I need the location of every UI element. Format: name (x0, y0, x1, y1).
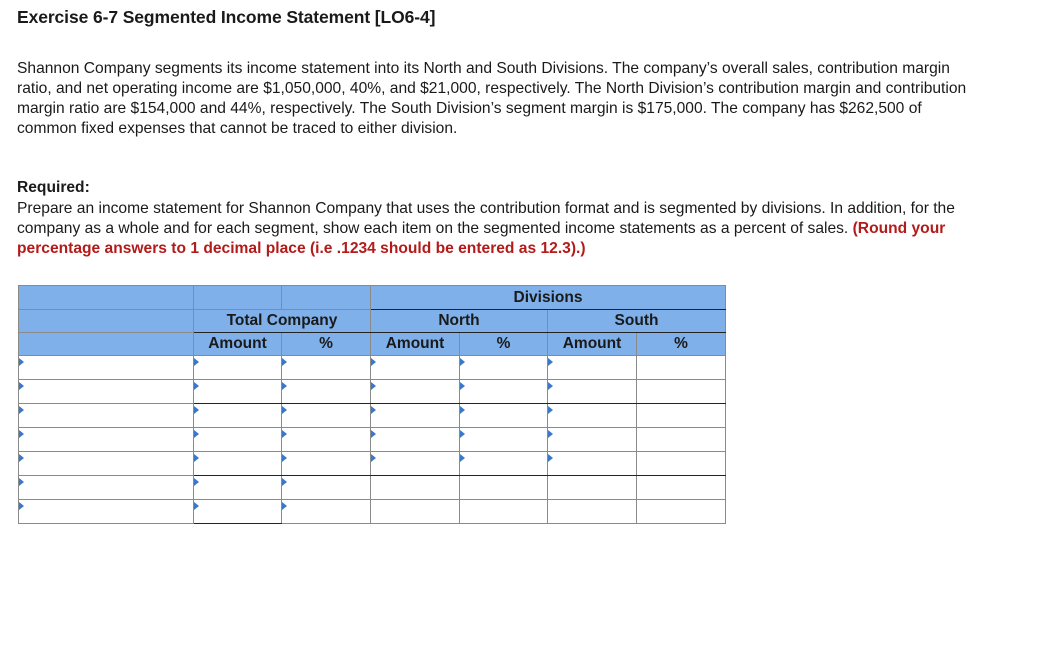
total-amount-input[interactable] (194, 476, 282, 500)
input-marker-icon (19, 454, 24, 462)
header-blank (282, 286, 371, 310)
total-amount-input[interactable] (194, 500, 282, 524)
south-amount-input[interactable] (548, 356, 637, 380)
south-percent-input[interactable] (637, 500, 726, 524)
input-marker-icon (371, 430, 376, 438)
input-marker-icon (282, 454, 287, 462)
total-percent-input[interactable] (282, 428, 371, 452)
table-row (19, 452, 726, 476)
north-percent-input[interactable] (460, 500, 548, 524)
input-marker-icon (282, 430, 287, 438)
table-row (19, 476, 726, 500)
exercise-title: Exercise 6-7 Segmented Income Statement [LO6-4] (17, 7, 436, 27)
row-label-input[interactable] (19, 380, 194, 404)
north-amount-input[interactable] (371, 428, 460, 452)
problem-statement: Shannon Company segments its income statement into its North and South Divisions. The company’s overall sales, contribution margin ratio, and net operating income are $1,050,000, 40%, and $21,000, respectively. The North Division’s contribution margin and contribution margin ratio are $154,000 and 44%, respectively. The South Division’s segment margin is $175,000. The company has $262,500 of common fixed expenses that cannot be traced to either division. (17, 60, 967, 137)
row-label-input[interactable] (19, 428, 194, 452)
north-percent-input[interactable] (460, 356, 548, 380)
south-percent-input[interactable] (637, 476, 726, 500)
header-row-segments (19, 310, 726, 333)
south-amount-input[interactable] (548, 404, 637, 428)
header-blank (194, 286, 282, 310)
north-amount-header: Amount (371, 333, 460, 356)
header-blank (19, 310, 194, 333)
south-percent-header: % (637, 333, 726, 356)
input-marker-icon (371, 358, 376, 366)
total-percent-input[interactable] (282, 356, 371, 380)
input-marker-icon (548, 430, 553, 438)
input-marker-icon (282, 478, 287, 486)
input-marker-icon (460, 358, 465, 366)
total-amount-input[interactable] (194, 380, 282, 404)
table-row (19, 500, 726, 524)
total-percent-input[interactable] (282, 500, 371, 524)
input-marker-icon (19, 382, 24, 390)
total-amount-input[interactable] (194, 404, 282, 428)
header-blank (19, 286, 194, 310)
total-percent-input[interactable] (282, 452, 371, 476)
rounding-hint: (Round your percentage answers to 1 decimal place (i.e .1234 should be entered as 12.3).) (17, 220, 946, 257)
south-percent-input[interactable] (637, 380, 726, 404)
total-amount-input[interactable] (194, 428, 282, 452)
total-amount-input[interactable] (194, 356, 282, 380)
input-marker-icon (194, 478, 199, 486)
input-marker-icon (282, 406, 287, 414)
input-marker-icon (282, 358, 287, 366)
header-row-divisions (19, 286, 726, 310)
total-amount-header: Amount (194, 333, 282, 356)
south-amount-input[interactable] (548, 500, 637, 524)
input-marker-icon (19, 478, 24, 486)
north-percent-input[interactable] (460, 380, 548, 404)
input-marker-icon (548, 454, 553, 462)
input-marker-icon (548, 382, 553, 390)
north-header: North (371, 310, 548, 333)
north-percent-input[interactable] (460, 404, 548, 428)
south-amount-input[interactable] (548, 428, 637, 452)
south-amount-input[interactable] (548, 452, 637, 476)
header-row-columns (19, 333, 726, 356)
row-label-input[interactable] (19, 356, 194, 380)
table-row (19, 404, 726, 428)
input-marker-icon (460, 454, 465, 462)
north-percent-input[interactable] (460, 476, 548, 500)
input-marker-icon (460, 430, 465, 438)
input-marker-icon (194, 358, 199, 366)
input-marker-icon (282, 382, 287, 390)
input-marker-icon (194, 406, 199, 414)
north-amount-input[interactable] (371, 452, 460, 476)
total-percent-input[interactable] (282, 404, 371, 428)
segmented-income-statement-table (18, 285, 726, 524)
input-marker-icon (548, 406, 553, 414)
total-percent-header: % (282, 333, 371, 356)
total-percent-input[interactable] (282, 476, 371, 500)
north-amount-input[interactable] (371, 404, 460, 428)
total-amount-input[interactable] (194, 452, 282, 476)
input-marker-icon (460, 382, 465, 390)
table-row (19, 428, 726, 452)
input-marker-icon (194, 502, 199, 510)
input-marker-icon (371, 454, 376, 462)
input-marker-icon (19, 430, 24, 438)
row-label-input[interactable] (19, 404, 194, 428)
divisions-header: Divisions (371, 286, 726, 310)
total-company-header: Total Company (194, 310, 371, 333)
total-percent-input[interactable] (282, 380, 371, 404)
input-marker-icon (548, 358, 553, 366)
required-label: Required: (17, 179, 90, 196)
south-header: South (548, 310, 726, 333)
input-marker-icon (371, 406, 376, 414)
north-percent-input[interactable] (460, 428, 548, 452)
header-blank (19, 333, 194, 356)
north-percent-header: % (460, 333, 548, 356)
input-marker-icon (282, 502, 287, 510)
north-percent-input[interactable] (460, 452, 548, 476)
north-amount-input[interactable] (371, 356, 460, 380)
table-row (19, 380, 726, 404)
south-percent-input[interactable] (637, 452, 726, 476)
required-text: Prepare an income statement for Shannon Company that uses the contribution format and is segmented by divisions. In addition, for the company as a whole and for each segment, show each item on the segmented income statements as a percent of sales. (17, 200, 955, 237)
south-amount-input[interactable] (548, 476, 637, 500)
required-instructions (17, 199, 1017, 259)
input-marker-icon (194, 430, 199, 438)
north-amount-input[interactable] (371, 380, 460, 404)
south-percent-input[interactable] (637, 404, 726, 428)
input-marker-icon (19, 502, 24, 510)
row-label-input[interactable] (19, 452, 194, 476)
input-marker-icon (460, 406, 465, 414)
south-amount-header: Amount (548, 333, 637, 356)
south-amount-input[interactable] (548, 380, 637, 404)
south-percent-input[interactable] (637, 356, 726, 380)
north-amount-input[interactable] (371, 500, 460, 524)
south-percent-input[interactable] (637, 428, 726, 452)
input-marker-icon (19, 406, 24, 414)
row-label-input[interactable] (19, 476, 194, 500)
table-row (19, 356, 726, 380)
input-marker-icon (371, 382, 376, 390)
input-marker-icon (194, 382, 199, 390)
north-amount-input[interactable] (371, 476, 460, 500)
input-marker-icon (194, 454, 199, 462)
row-label-input[interactable] (19, 500, 194, 524)
input-marker-icon (19, 358, 24, 366)
